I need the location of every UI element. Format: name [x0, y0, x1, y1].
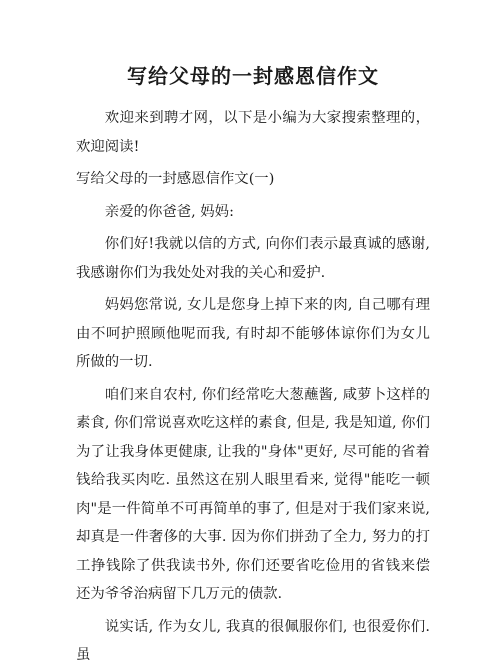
paragraph-section-heading: 写给父母的一封感恩信作文(一)	[76, 171, 275, 187]
document-title: 写给父母的一封感恩信作文	[127, 64, 379, 88]
paragraph-intro: 欢迎来到聘才网，以下是小编为大家搜索整理的，欢迎阅读!	[76, 110, 430, 155]
paragraph-body: 说实话, 作为女儿, 我真的很佩服你们, 也很爱你们. 虽	[76, 618, 430, 663]
paragraph-body: 咱们来自农村, 你们经常吃大葱蘸酱, 咸萝卜这样的素食, 你们常说喜欢吃这样的素食, 但是, 我是知道, 你们为了让我身体更健康, 让我的"身体"更好, 尽可能的省着钱给我买肉吃. 虽然这在别人眼里看来, 觉得"能吃一顿肉"是一件简单不可再简单的事了, 但是对于我们家来说, 却真是一件奢侈的大事. 因为你们拼劲了全力, 努力的打工挣钱除了供我读书外, 你们还要省吃俭用的省钱来偿还为爷爷治病留下几万元的债款.	[76, 386, 430, 602]
paragraph-salutation: 亲爱的你爸爸, 妈妈:	[104, 203, 234, 220]
paragraph-body: 你们好!我就以信的方式, 向你们表示最真诚的感谢, 我感谢你们为我处处对我的关心和爱护.	[76, 236, 430, 281]
document-body	[76, 104, 430, 670]
paragraph-body: 妈妈您常说, 女儿是您身上掉下来的肉, 自己哪有理由不呵护照顾他呢而我, 有时却不能够体谅你们为女儿所做的一切.	[76, 297, 430, 370]
